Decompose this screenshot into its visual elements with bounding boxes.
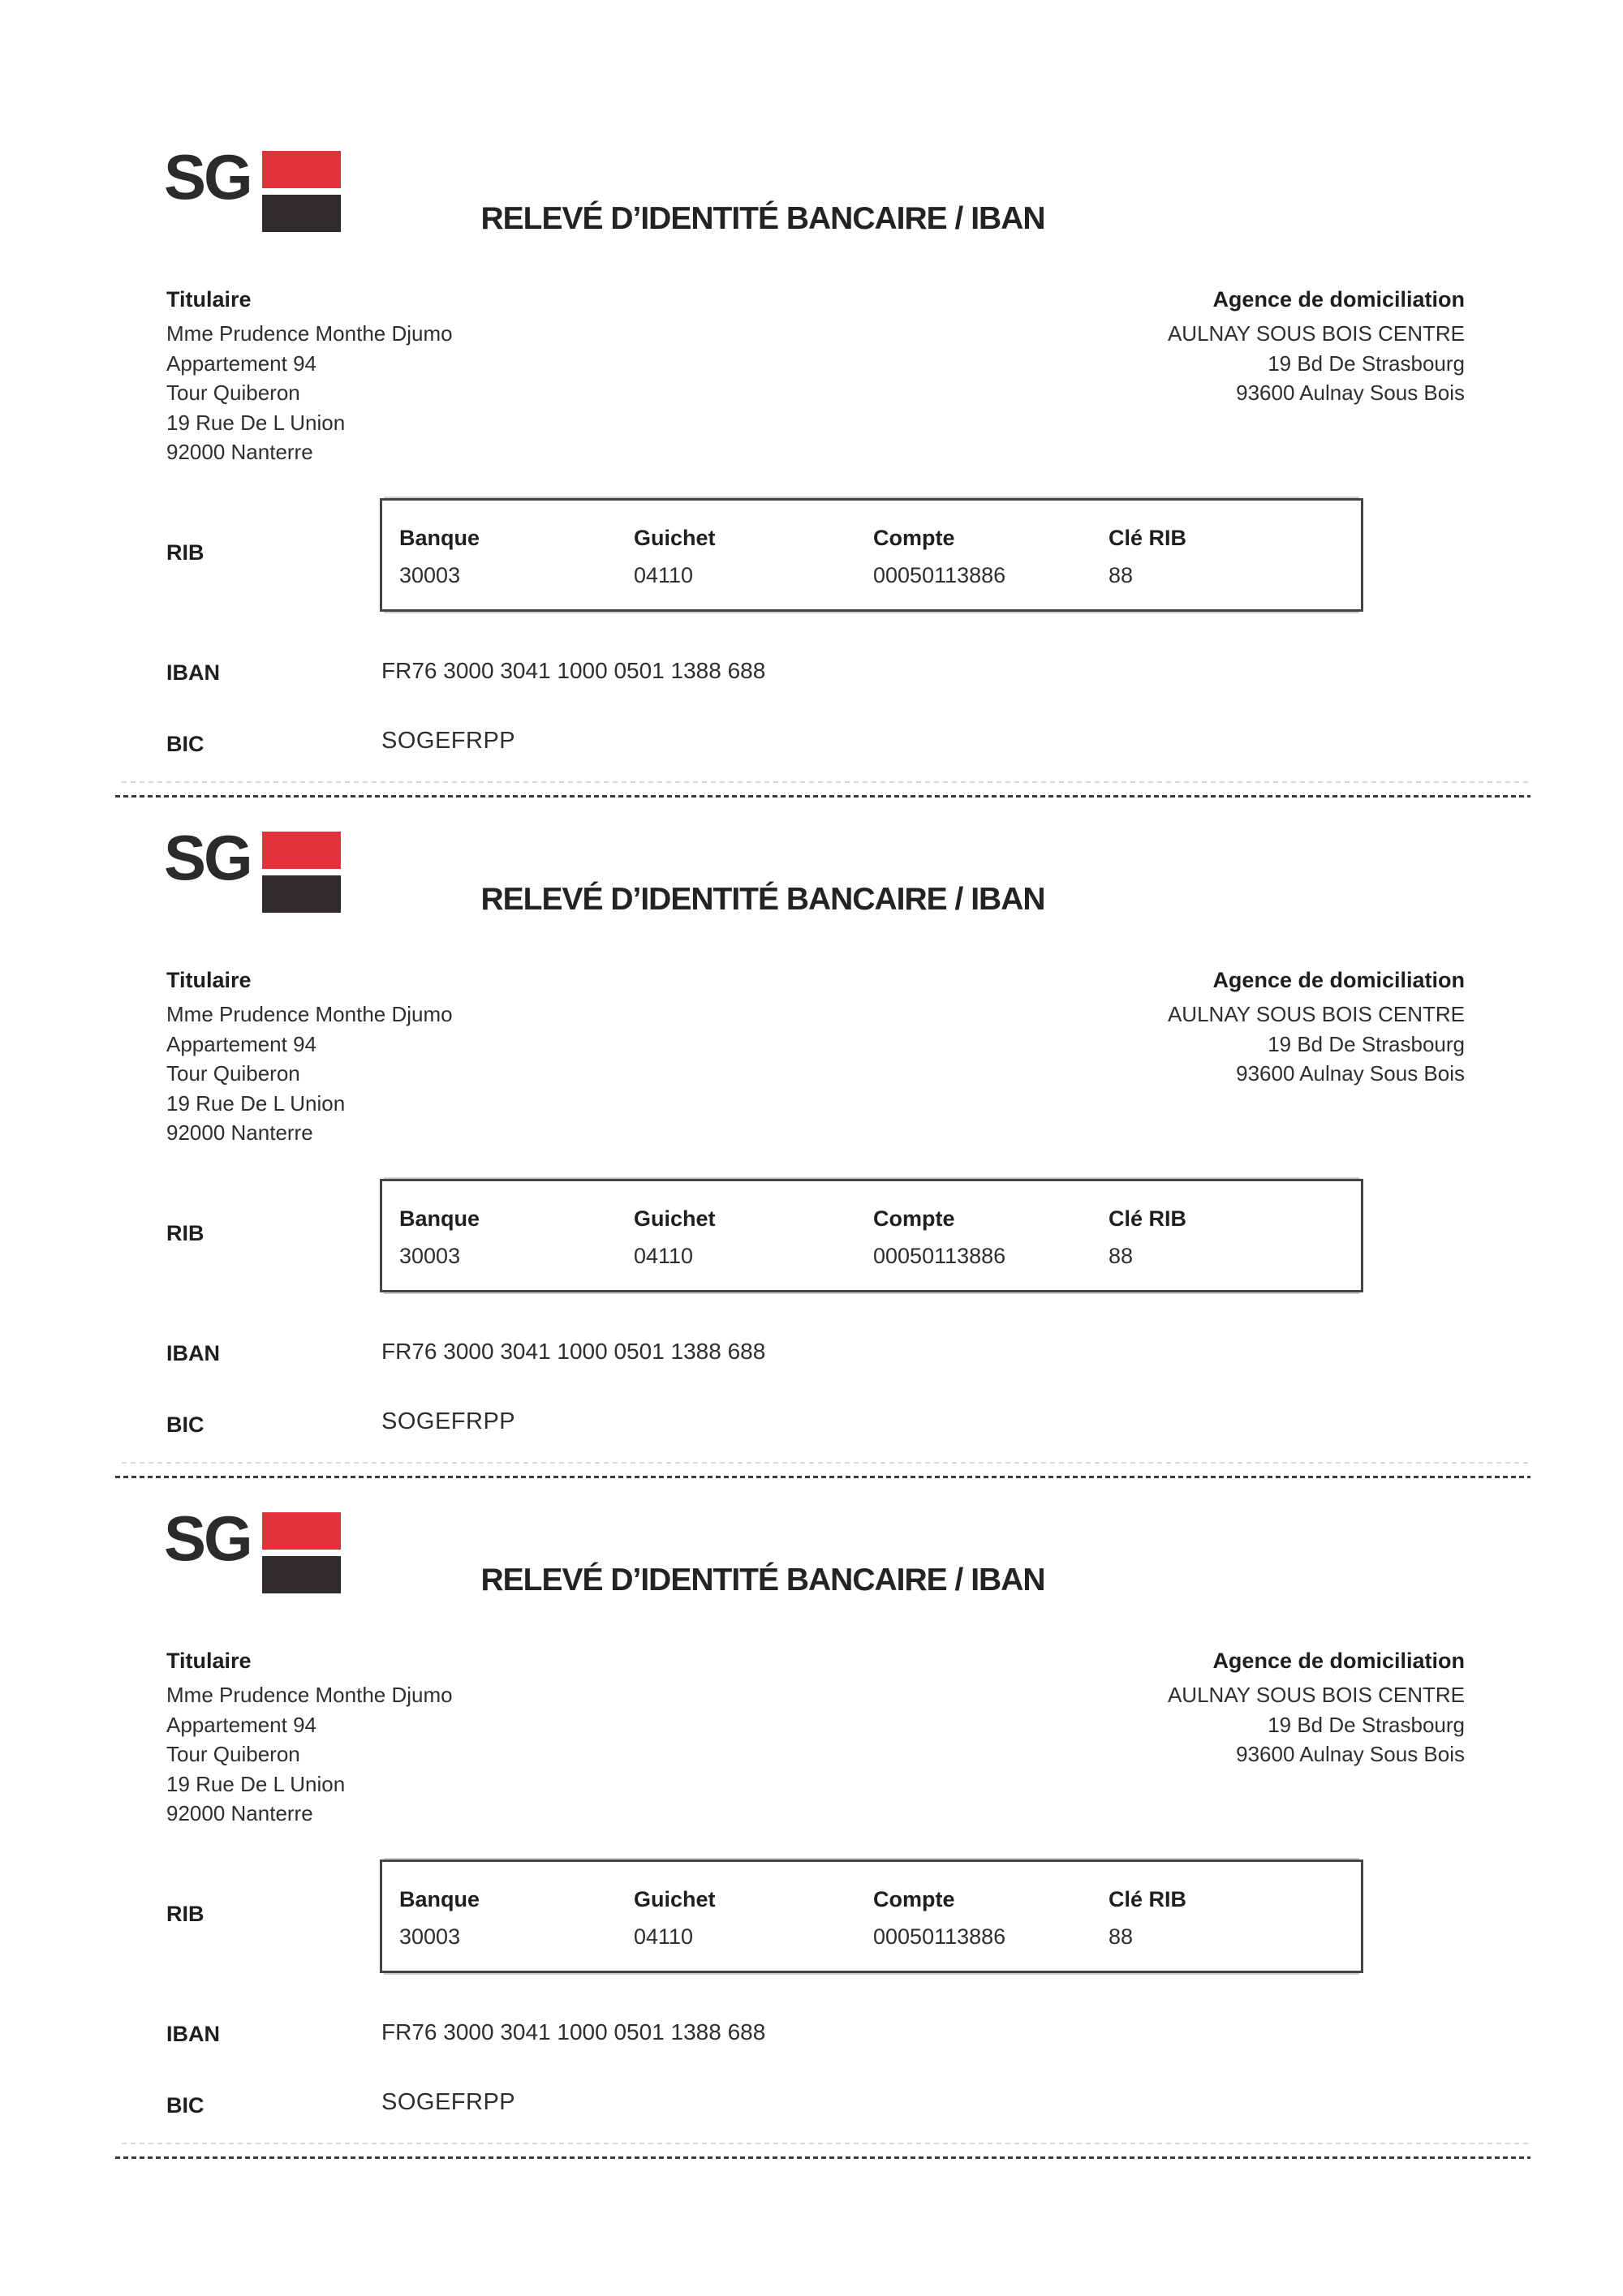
iban-label: IBAN [166, 660, 220, 685]
rib-header-cle-rib: Clé RIB [1109, 1887, 1187, 1911]
titulaire-address-line: 92000 Nanterre [166, 1801, 313, 1825]
rib-header-guichet: Guichet [634, 526, 716, 550]
agence-name-line: AULNAY SOUS BOIS CENTRE [1167, 1002, 1465, 1026]
rib-header-guichet: Guichet [634, 1887, 716, 1911]
rib-table [380, 1179, 1363, 1292]
rib-value-banque: 30003 [399, 1244, 461, 1268]
sg-logo-text: SG [164, 141, 251, 213]
titulaire-name-line: Mme Prudence Monthe Djumo [166, 321, 453, 346]
rib-header-guichet: Guichet [634, 1206, 716, 1231]
iban-value: FR76 3000 3041 1000 0501 1388 688 [381, 658, 766, 683]
rib-value-banque: 30003 [399, 1924, 461, 1949]
sg-logo-red-square [262, 1512, 341, 1550]
titulaire-label: Titulaire [166, 1649, 252, 1673]
rib-label: RIB [166, 1221, 204, 1245]
agence-address-line: 19 Bd De Strasbourg [1268, 350, 1465, 376]
titulaire-address-line: Tour Quiberon [166, 1061, 300, 1086]
rib-header-banque: Banque [399, 1887, 480, 1911]
rib-header-cle-rib: Clé RIB [1109, 526, 1187, 550]
agence-name-line: AULNAY SOUS BOIS CENTRE [1167, 1683, 1465, 1707]
rib-value-cle-rib: 88 [1109, 1924, 1134, 1949]
titulaire-address-line: 19 Rue De L Union [166, 1771, 346, 1796]
rib-header-compte: Compte [873, 1887, 955, 1911]
rib-value-compte: 00050113886 [873, 1244, 1006, 1268]
agence-address-line: 19 Bd De Strasbourg [1268, 1031, 1465, 1056]
rib-section [0, 822, 1623, 1513]
titulaire-address [166, 319, 453, 467]
titulaire-address [166, 1680, 453, 1829]
titulaire-address-line: 19 Rue De L Union [166, 410, 346, 435]
titulaire-address-line: Tour Quiberon [166, 381, 300, 405]
titulaire-label: Titulaire [166, 968, 252, 992]
rib-value-guichet: 04110 [634, 1244, 694, 1268]
cut-line-scan-ghost [122, 2143, 1530, 2144]
rib-label: RIB [166, 1902, 204, 1926]
rib-header-cle-rib: Clé RIB [1109, 1206, 1187, 1231]
rib-value-compte: 00050113886 [873, 563, 1006, 587]
rib-header-compte: Compte [873, 1206, 955, 1231]
bic-value: SOGEFRPP [381, 728, 516, 754]
bic-label: BIC [166, 1412, 204, 1437]
agence-address [1168, 319, 1465, 408]
cut-line [115, 2156, 1530, 2159]
agence-address [1168, 1000, 1465, 1089]
rib-table [380, 498, 1363, 612]
cut-line-scan-ghost [122, 781, 1530, 783]
titulaire-address-line: 92000 Nanterre [166, 1120, 313, 1145]
sg-logo-text: SG [164, 822, 251, 893]
rib-value-compte: 00050113886 [873, 1924, 1006, 1949]
titulaire-address-line: Appartement 94 [166, 1031, 317, 1056]
rib-value-guichet: 04110 [634, 1924, 694, 1949]
titulaire-address-line: 19 Rue De L Union [166, 1090, 346, 1116]
rib-value-guichet: 04110 [634, 563, 694, 587]
iban-label: IBAN [166, 2022, 220, 2046]
agence-label: Agence de domiciliation [1212, 968, 1465, 992]
agence-address-line: 93600 Aulnay Sous Bois [1236, 1742, 1465, 1766]
agence-label: Agence de domiciliation [1212, 287, 1465, 312]
rib-section [0, 1503, 1623, 2194]
titulaire-name-line: Mme Prudence Monthe Djumo [166, 1683, 453, 1707]
rib-value-cle-rib: 88 [1109, 563, 1134, 587]
titulaire-address [166, 1000, 453, 1148]
titulaire-name-line: Mme Prudence Monthe Djumo [166, 1002, 453, 1026]
agence-address [1168, 1680, 1465, 1769]
agence-label: Agence de domiciliation [1212, 1649, 1465, 1673]
rib-value-banque: 30003 [399, 563, 461, 587]
agence-address-line: 93600 Aulnay Sous Bois [1236, 381, 1465, 405]
cut-line [115, 795, 1530, 798]
document-title: RELEVÉ D’IDENTITÉ BANCAIRE / IBAN [480, 1563, 1045, 1597]
titulaire-address-line: Appartement 94 [166, 350, 317, 376]
titulaire-address-line: Appartement 94 [166, 1712, 317, 1737]
agence-address-line: 19 Bd De Strasbourg [1268, 1712, 1465, 1737]
iban-value: FR76 3000 3041 1000 0501 1388 688 [381, 2019, 766, 2044]
rib-value-cle-rib: 88 [1109, 1244, 1134, 1268]
titulaire-address-line: 92000 Nanterre [166, 440, 313, 464]
rib-header-compte: Compte [873, 526, 955, 550]
document-title: RELEVÉ D’IDENTITÉ BANCAIRE / IBAN [480, 201, 1045, 236]
cut-line [115, 1476, 1530, 1478]
cut-line-scan-ghost [122, 1462, 1530, 1464]
bic-value: SOGEFRPP [381, 2089, 516, 2115]
rib-label: RIB [166, 540, 204, 565]
rib-header-banque: Banque [399, 1206, 480, 1231]
titulaire-label: Titulaire [166, 287, 252, 312]
agence-address-line: 93600 Aulnay Sous Bois [1236, 1061, 1465, 1086]
titulaire-address-line: Tour Quiberon [166, 1742, 300, 1766]
iban-label: IBAN [166, 1341, 220, 1365]
document-title: RELEVÉ D’IDENTITÉ BANCAIRE / IBAN [480, 882, 1045, 917]
bic-label: BIC [166, 732, 204, 756]
bic-value: SOGEFRPP [381, 1408, 516, 1434]
rib-table [380, 1860, 1363, 1973]
sg-logo-text: SG [164, 1503, 251, 1574]
agence-name-line: AULNAY SOUS BOIS CENTRE [1167, 321, 1465, 346]
sg-logo-red-square [262, 832, 341, 869]
iban-value: FR76 3000 3041 1000 0501 1388 688 [381, 1339, 766, 1364]
rib-header-banque: Banque [399, 526, 480, 550]
rib-section [0, 141, 1623, 832]
sg-logo-red-square [262, 151, 341, 188]
bic-label: BIC [166, 2093, 204, 2118]
